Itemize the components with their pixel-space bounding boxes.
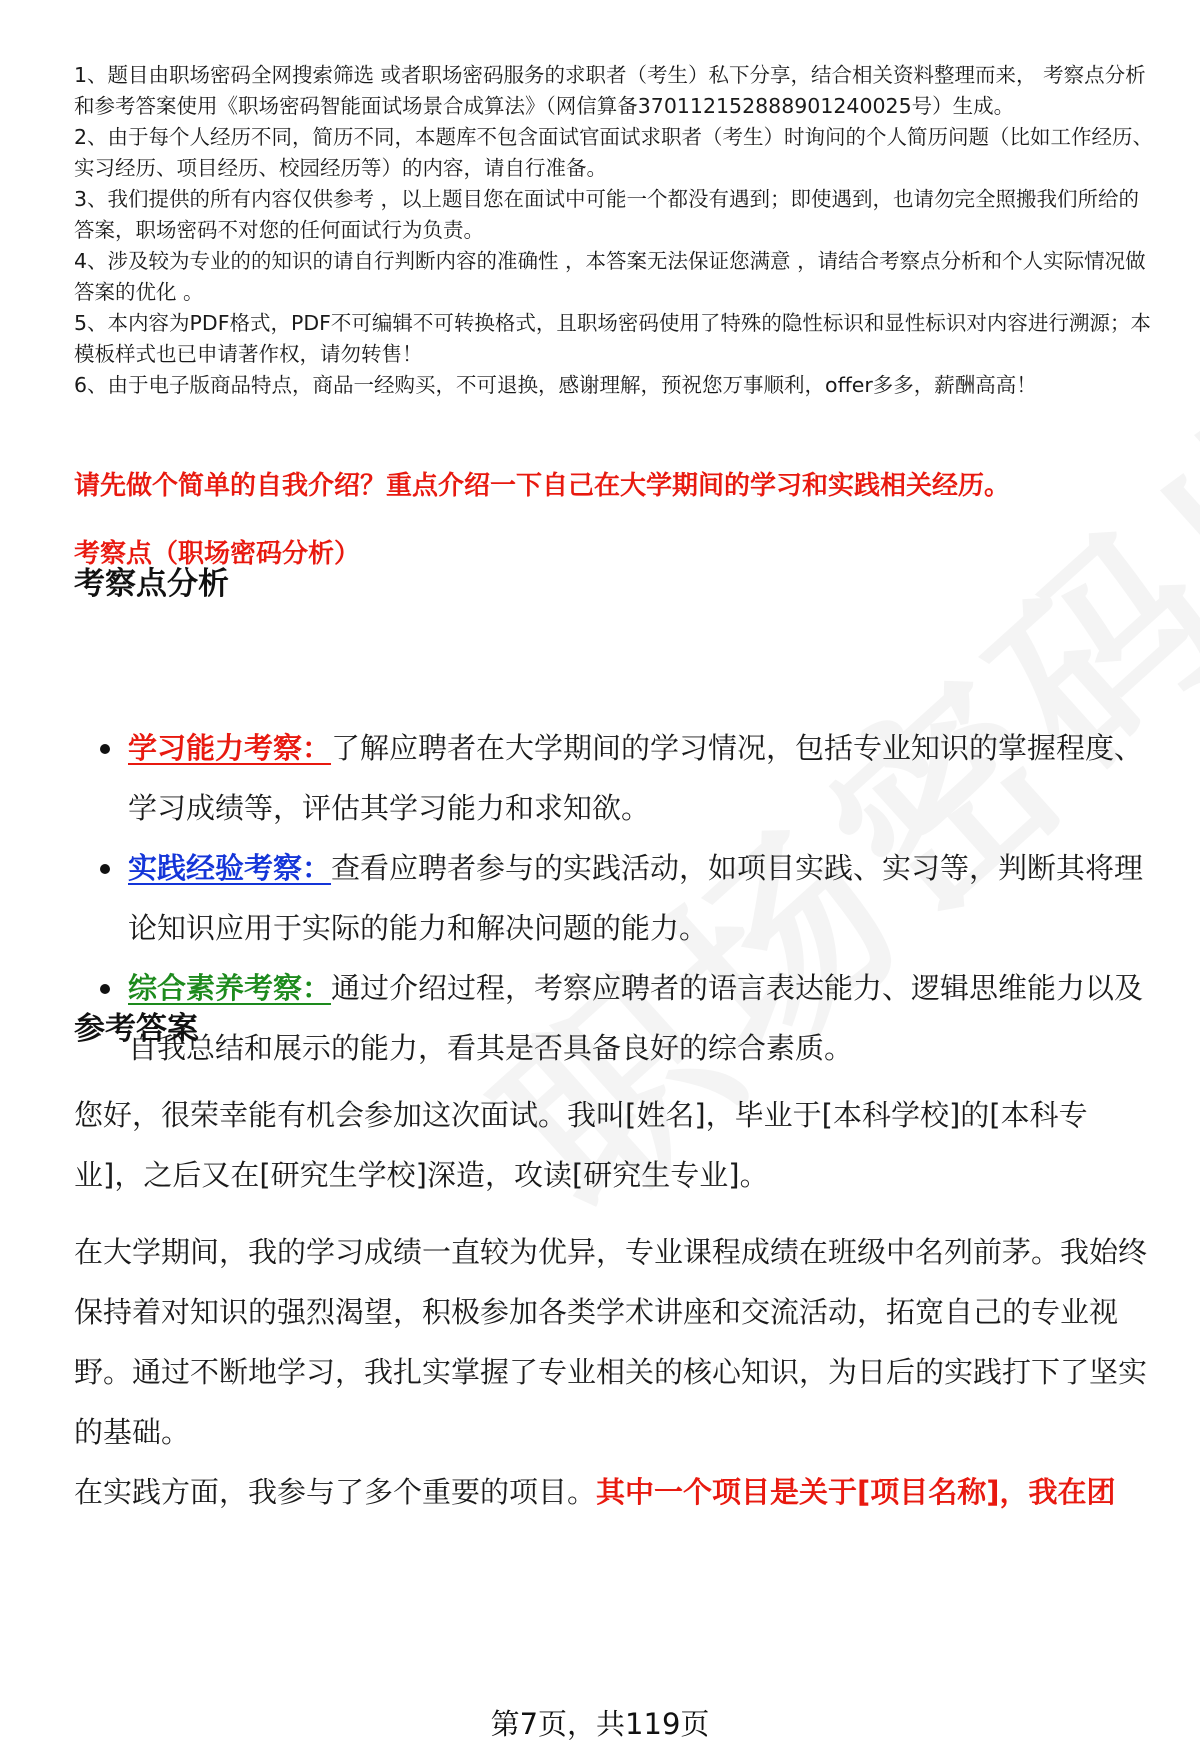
analysis-point <box>100 838 1160 958</box>
bullet-icon <box>100 744 110 754</box>
point-label: 学习能力考察： <box>128 731 332 765</box>
point-text: 通过介绍过程，考察应聘者的语言表达能力、逻辑思维能力以及自我总结和展示的能力，看其是否具备良好的综合素质。 <box>128 971 1144 1065</box>
answer-p3-emphasis: 其中一个项目是关于[项目名称]，我在团 <box>596 1475 1116 1509</box>
analysis-point <box>100 718 1160 838</box>
notice-5: 5、本内容为PDF格式，PDF不可编辑不可转换格式，且职场密码使用了特殊的隐性标识和显性标识对内容进行溯源；本模板样式也已申请著作权，请勿转售！ <box>74 311 1151 366</box>
notice-4: 4、涉及较为专业的的知识的请自行判断内容的准确性 ，本答案无法保证您满意 ，请结合考察点分析和个人实际情况做答案的优化 。 <box>74 249 1146 304</box>
point-text: 了解应聘者在大学期间的学习情况，包括专业知识的掌握程度、学习成绩等，评估其学习能力和求知欲。 <box>128 731 1144 825</box>
answer-paragraph-2: 在大学期间，我的学习成绩一直较为优异，专业课程成绩在班级中名列前茅。我始终保持着对知识的强烈渴望，积极参加各类学术讲座和交流活动，拓宽自己的专业视野。通过不断地学习，我扎实掌握了专业相关的核心知识，为日后的实践打下了坚实的基础。 <box>74 1235 1148 1449</box>
analysis-heading: 考察点分析 <box>74 566 229 602</box>
answer-paragraph-3 <box>74 1462 1154 1522</box>
notice-1: 1、题目由职场密码全网搜索筛选 或者职场密码服务的求职者（考生）私下分享，结合相关资料整理而来， 考察点分析和参考答案使用《职场密码智能面试场景合成算法》（网信算备370112152888901240025号）生成。 <box>74 63 1146 118</box>
point-label: 实践经验考察： <box>128 851 332 885</box>
bullet-icon <box>100 864 110 874</box>
bullet-icon <box>100 984 110 994</box>
answer-paragraph-1: 您好，很荣幸能有机会参加这次面试。我叫[姓名]，毕业于[本科学校]的[本科专业]，之后又在[研究生学校]深造，攻读[研究生专业]。 <box>74 1098 1088 1192</box>
notice-list <box>74 60 1154 401</box>
analysis-points <box>100 718 1160 1078</box>
page-number: 第7页，共119页 <box>490 1707 710 1741</box>
answer-p3-text: 在实践方面，我参与了多个重要的项目。 <box>74 1475 597 1509</box>
answer-heading: 参考答案 <box>74 1011 198 1047</box>
point-label: 综合素养考察： <box>128 971 332 1005</box>
analysis-point <box>100 958 1160 1078</box>
point-text: 查看应聘者参与的实践活动，如项目实践、实习等，判断其将理论知识应用于实际的能力和解决问题的能力。 <box>128 851 1144 945</box>
analysis-subtitle: 考察点（职场密码分析） <box>74 539 361 569</box>
notice-2: 2、由于每个人经历不同，简历不同，本题库不包含面试官面试求职者（考生）时询问的个人简历问题（比如工作经历、实习经历、项目经历、校园经历等）的内容，请自行准备。 <box>74 125 1154 180</box>
notice-6: 6、由于电子版商品特点，商品一经购买，不可退换，感谢理解，预祝您万事顺利，offer多多，薪酬高高！ <box>74 373 1037 397</box>
interview-question: 请先做个简单的自我介绍？重点介绍一下自己在大学期间的学习和实践相关经历。 <box>74 471 1011 501</box>
notice-3: 3、我们提供的所有内容仅供参考 ，以上题目您在面试中可能一个都没有遇到；即使遇到，也请勿完全照搬我们所给的答案，职场密码不对您的任何面试行为负责。 <box>74 187 1140 242</box>
